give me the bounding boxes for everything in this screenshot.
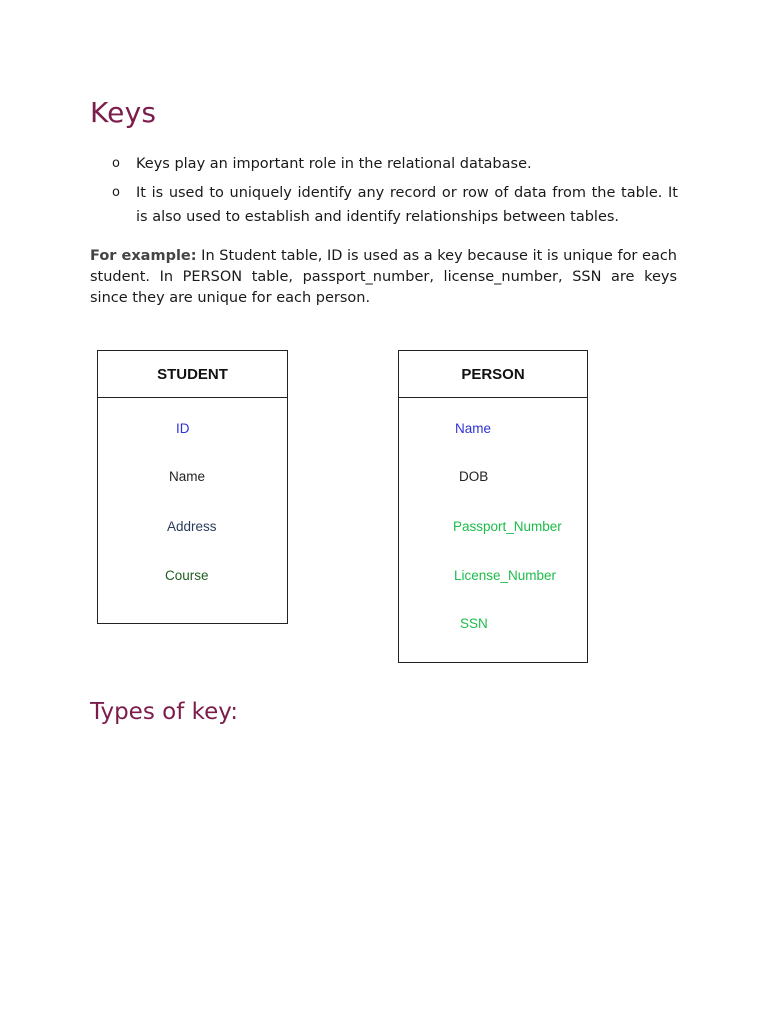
bullet-marker: o (112, 185, 120, 200)
person-field-name: Name (455, 421, 492, 436)
list-item (108, 152, 678, 176)
bullet-list (108, 152, 678, 234)
bullet-marker: o (112, 156, 120, 171)
person-field-passport-number: Passport_Number (453, 519, 562, 534)
person-table-header: PERSON (399, 351, 587, 398)
list-item (108, 181, 678, 229)
page-title: Keys (90, 96, 157, 129)
student-table (97, 350, 288, 624)
bullet-text: It is used to uniquely identify any record or row of data from the table. It is also used to establish and identify relationships between tables. (136, 185, 678, 225)
person-field-license-number: License_Number (454, 568, 557, 583)
example-text: In Student table, ID is used as a key because it is unique for each student. In PERSON table, passport_number, license_number, SSN are keys since they are unique for each person. (90, 248, 677, 306)
student-field-id: ID (176, 421, 190, 436)
example-label: For example: (90, 248, 197, 264)
person-field-dob: DOB (459, 469, 489, 484)
bullet-text: Keys play an important role in the relational database. (136, 156, 532, 172)
student-field-name: Name (169, 469, 206, 484)
student-field-address: Address (167, 519, 217, 534)
student-field-course: Course (165, 568, 209, 583)
person-field-ssn: SSN (460, 616, 488, 631)
person-table (398, 350, 588, 663)
example-paragraph (90, 246, 677, 309)
student-table-header: STUDENT (98, 351, 287, 398)
section-heading: Types of key: (90, 699, 238, 725)
